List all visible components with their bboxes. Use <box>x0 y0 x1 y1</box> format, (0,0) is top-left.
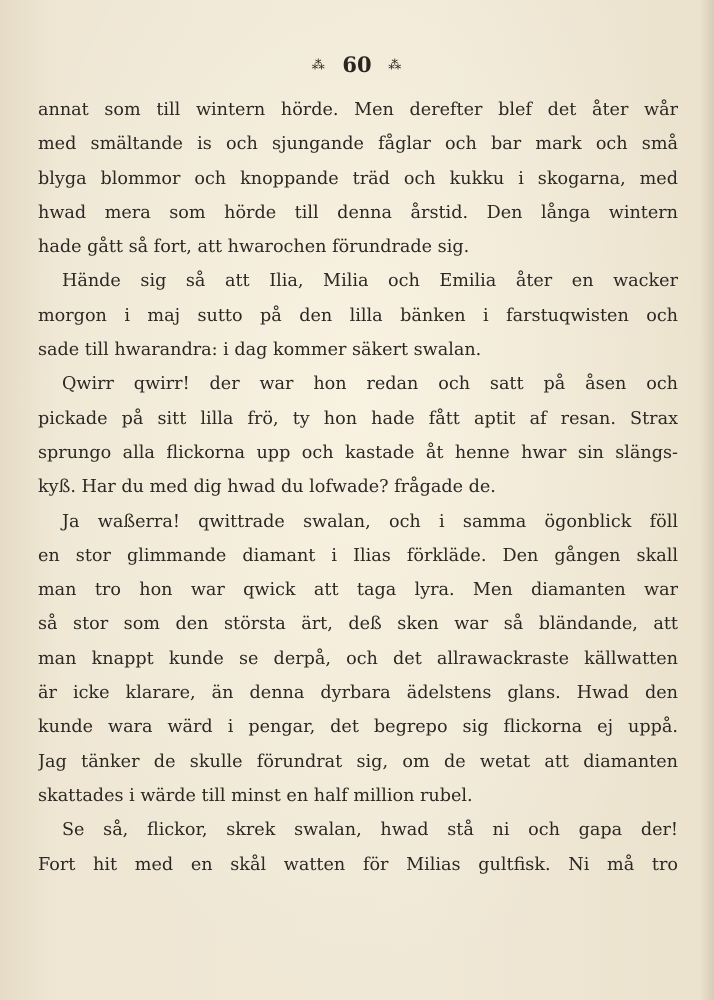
text-line: annat som till wintern hörde. Men derefter blef det åter wår <box>38 100 678 120</box>
text-line: sprungo alla flickorna upp och kastade åt henne hwar sin slängs- <box>38 442 678 463</box>
text-line: Jag tänker de skulle förundrat sig, om de wetat att diamanten <box>38 751 678 772</box>
page-number: 60 <box>342 52 372 77</box>
text-line: man knappt kunde se derpå, och det allrawackraste källwatten <box>38 648 678 669</box>
text-line: så stor som den största ärt, deß sken war så bländande, att <box>38 614 678 635</box>
text-line: kunde wara wärd i pengar, det begrepo sig flickorna ej uppå. <box>38 717 678 738</box>
text-line: hwad mera som hörde till denna årstid. Den långa wintern <box>38 202 678 223</box>
ornament-left-icon: ⁂ <box>311 58 326 73</box>
text-line: Qwirr qwirr! der war hon redan och satt på åsen och <box>62 374 678 395</box>
text-line: med smältande is och sjungande fåglar och bar mark och små <box>38 134 678 155</box>
text-line: hade gått så fort, att hwarochen förundrade sig. <box>38 237 470 258</box>
text-line: Ja waßerra! qwittrade swalan, och i samma ögonblick föll <box>62 511 678 532</box>
text-line: Se så, flickor, skrek swalan, hwad stå ni och gapa der! <box>62 820 678 841</box>
text-line: man tro hon war qwick att taga lyra. Men diamanten war <box>38 580 678 601</box>
text-line: är icke klarare, än denna dyrbara ädelstens glans. Hwad den <box>38 683 678 704</box>
text-line: blyga blommor och knoppande träd och kukku i skogarna, med <box>38 168 678 189</box>
body-text <box>38 93 678 882</box>
text-line: morgon i maj sutto på den lilla bänken i farstuqwisten och <box>38 305 678 326</box>
text-line: Hände sig så att Ilia, Milia och Emilia åter en wacker <box>62 271 678 292</box>
text-line: en stor glimmande diamant i Ilias förkläde. Den gången skall <box>38 545 678 566</box>
text-line: pickade på sitt lilla frö, ty hon hade fått aptit af resan. Strax <box>38 408 678 429</box>
text-line: Fort hit med en skål watten för Milias gultfisk. Ni må tro <box>38 854 678 875</box>
text-line: sade till hwarandra: i dag kommer säkert swalan. <box>38 340 482 361</box>
ornament-right-icon: ⁂ <box>388 58 403 73</box>
text-line: kyß. Har du med dig hwad du lofwade? frågade de. <box>38 477 496 498</box>
page-header <box>0 52 714 77</box>
text-line: skattades i wärde till minst en half million rubel. <box>38 785 473 806</box>
